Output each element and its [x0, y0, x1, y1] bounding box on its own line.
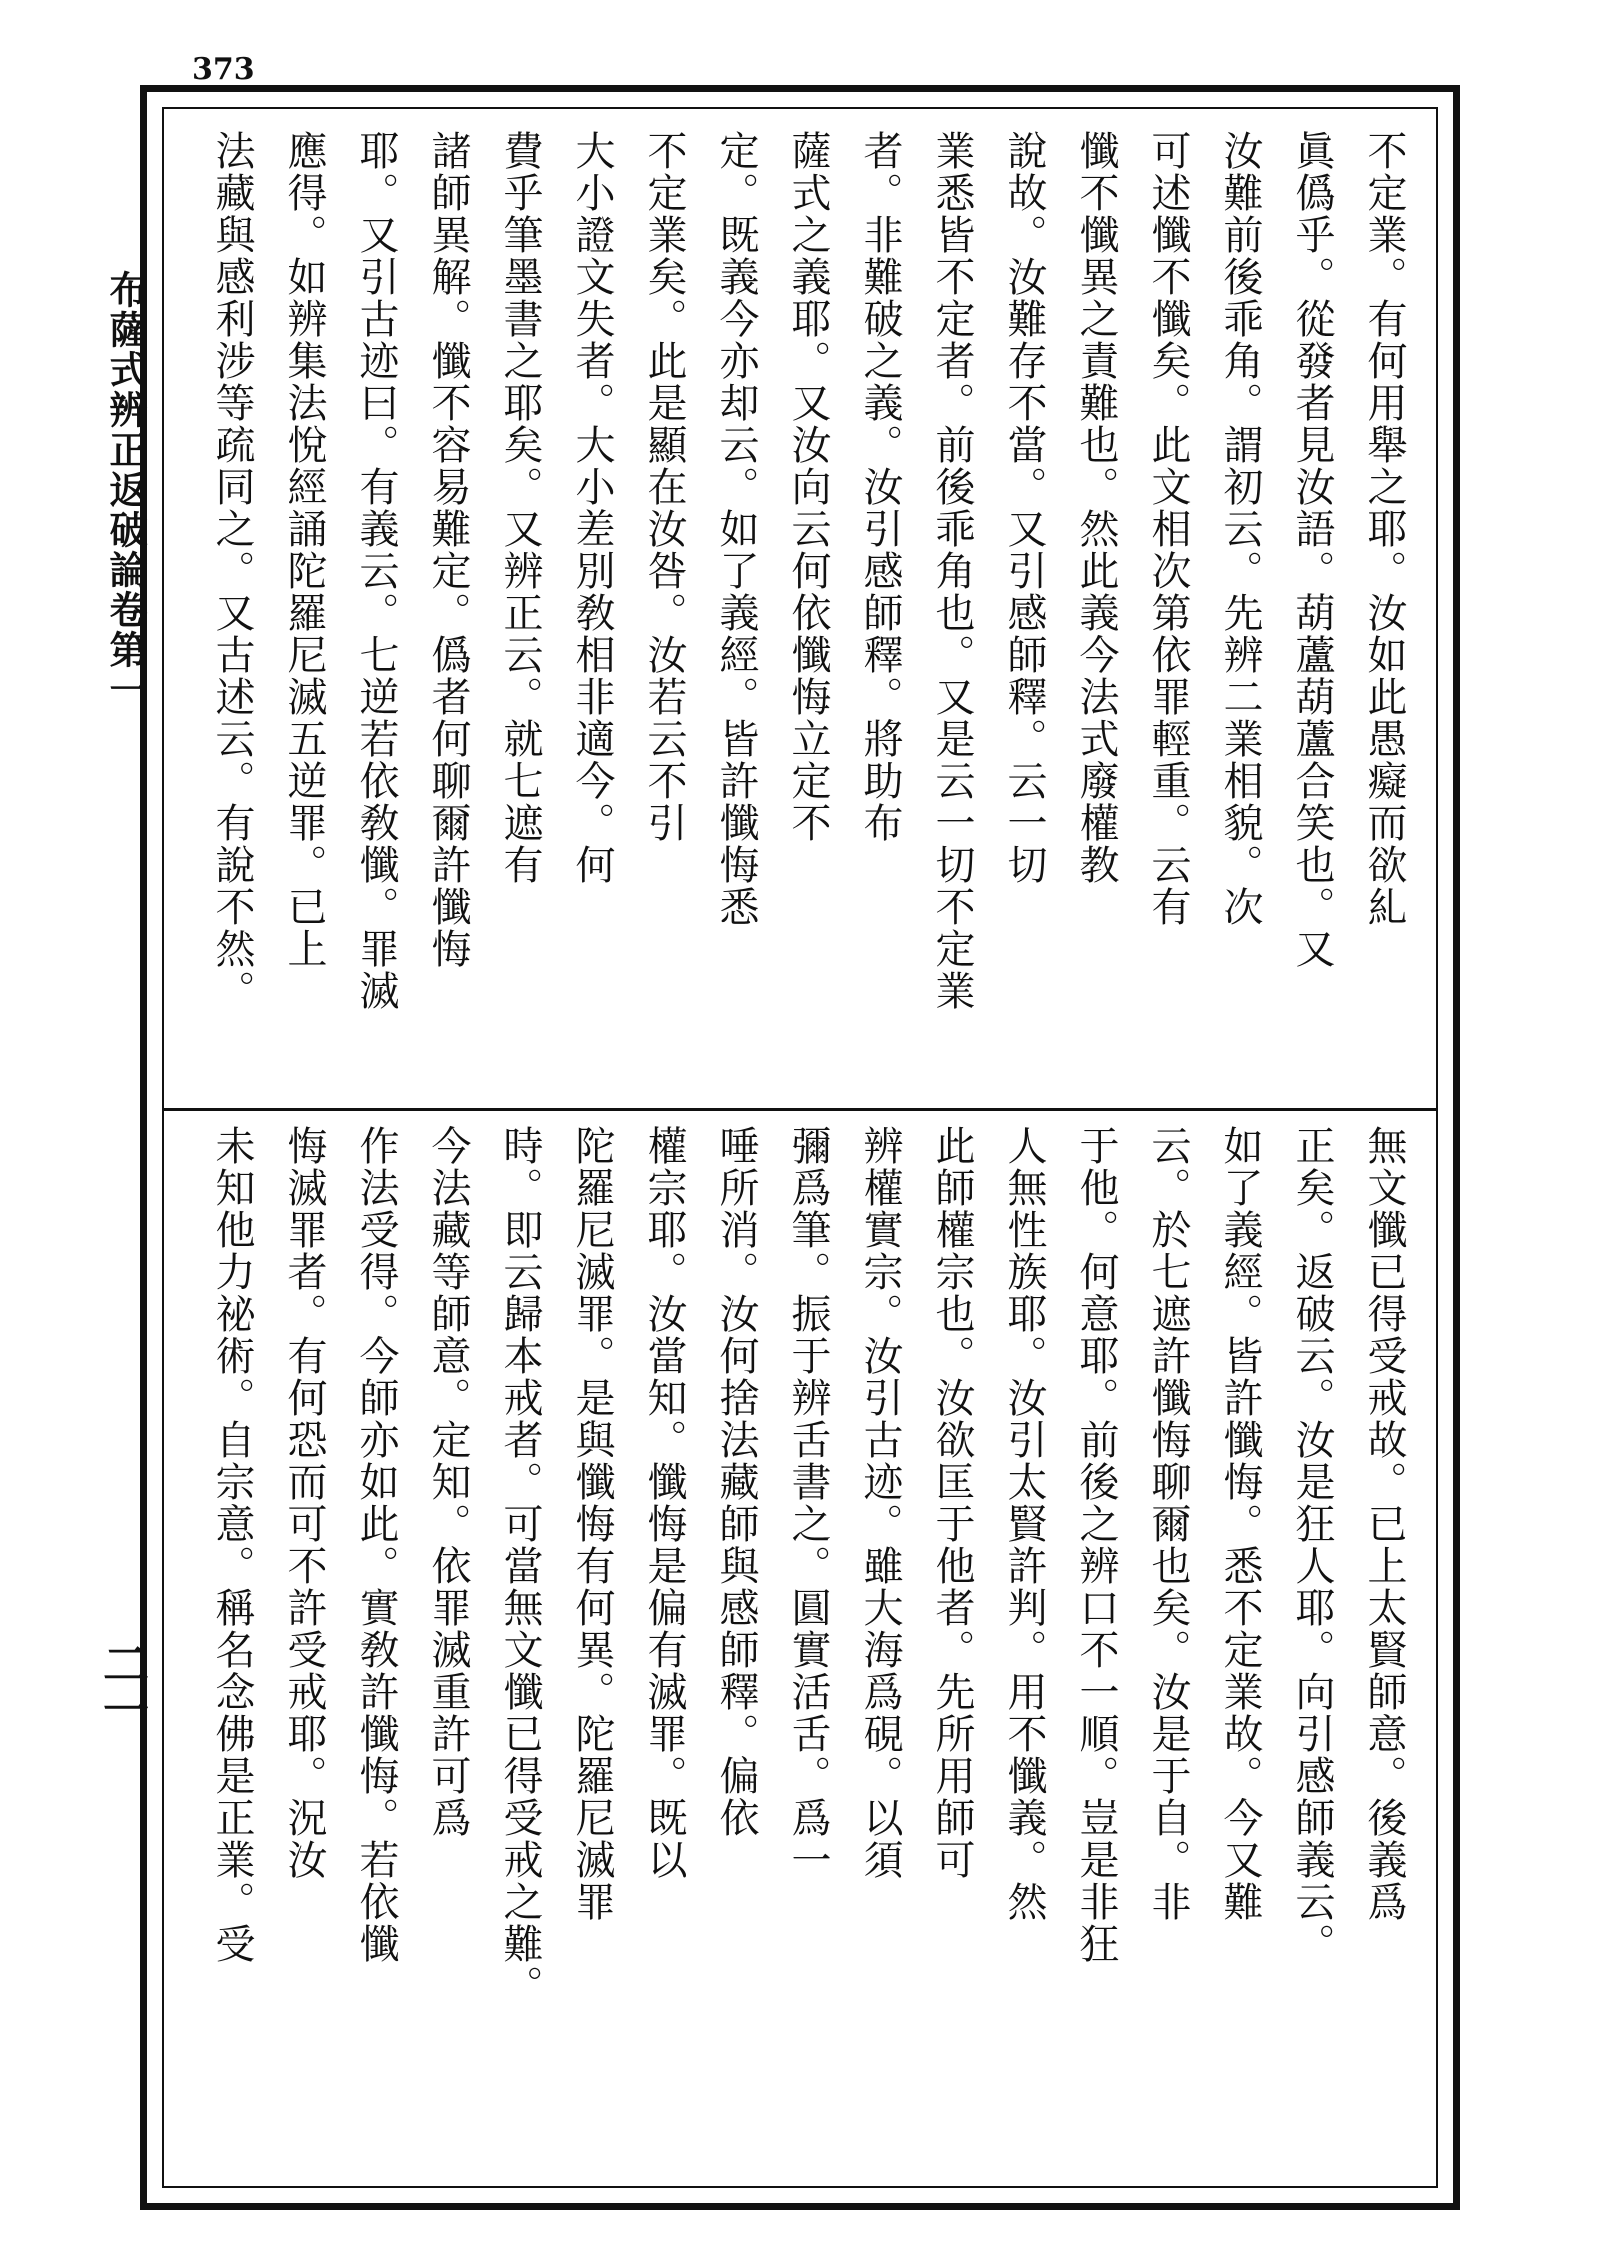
- text-column: 諸師異解。懺不容易難定。僞者何聊爾許懺悔: [425, 130, 471, 970]
- text-column: 如了義經。皆許懺悔。悉不定業故。今又難: [1217, 1125, 1263, 1923]
- text-column: 云。於七遮許懺悔聊爾也矣。汝是于自。非: [1145, 1125, 1191, 1923]
- text-column: 不定業矣。此是顯在汝咎。汝若云不引: [641, 130, 687, 844]
- text-column: 今法藏等師意。定知。依罪滅重許可爲: [425, 1125, 471, 1839]
- text-column: 不定業。有何用舉之耶。汝如此愚癡而欲糺: [1361, 130, 1407, 928]
- text-column: 彌爲筆。振于辨舌書之。圓實活舌。爲一: [785, 1125, 831, 1881]
- text-column: 者。非難破之義。汝引感師釋。將助布: [857, 130, 903, 844]
- text-column: 權宗耶。汝當知。懺悔是偏有滅罪。既以: [641, 1125, 687, 1881]
- folio-number: 二一: [96, 1640, 150, 1732]
- text-column: 時。即云歸本戒者。可當無文懺已得受戒之難。: [497, 1125, 543, 2007]
- text-column: 懺不懺異之責難也。然此義今法式廢權教: [1073, 130, 1119, 886]
- section-divider: [162, 1108, 1438, 1111]
- lower-text-block: [180, 1125, 1420, 2170]
- text-column: 辨權實宗。汝引古迹。雖大海爲硯。以須: [857, 1125, 903, 1881]
- text-column: 于他。何意耶。前後之辨口不一順。豈是非狂: [1073, 1125, 1119, 1965]
- text-column: 陀羅尼滅罪。是與懺悔有何異。陀羅尼滅罪: [569, 1125, 615, 1923]
- text-column: 業悉皆不定者。前後乖角也。又是云一切不定業: [929, 130, 975, 1012]
- text-column: 耶。又引古迹曰。有義云。七逆若依敎懺。罪滅: [353, 130, 399, 1012]
- text-column: 法藏與感利涉等疏同之。又古述云。有說不然。: [209, 130, 255, 1012]
- text-column: 此師權宗也。汝欲匡于他者。先所用師可: [929, 1125, 975, 1881]
- text-column: 應得。如辨集法悅經誦陀羅尼滅五逆罪。已上: [281, 130, 327, 970]
- text-column: 大小證文失者。大小差別敎相非適今。何: [569, 130, 615, 886]
- text-column: 說故。汝難存不當。又引感師釋。云一切: [1001, 130, 1047, 886]
- text-column: 可述懺不懺矣。此文相次第依罪輕重。云有: [1145, 130, 1191, 928]
- text-column: 悔滅罪者。有何恐而可不許受戒耶。況汝: [281, 1125, 327, 1881]
- text-column: 汝難前後乖角。謂初云。先辨二業相貌。次: [1217, 130, 1263, 928]
- text-column: 無文懺已得受戒故。已上太賢師意。後義爲: [1361, 1125, 1407, 1923]
- page-number: 373: [192, 52, 255, 87]
- text-column: 人無性族耶。汝引太賢許判。用不懺義。然: [1001, 1125, 1047, 1923]
- text-column: 作法受得。今師亦如此。實敎許懺悔。若依懺: [353, 1125, 399, 1965]
- upper-text-block: [180, 130, 1420, 1090]
- text-column: 定。既義今亦却云。如了義經。皆許懺悔悉: [713, 130, 759, 928]
- text-column: 唾所消。汝何捨法藏師與感師釋。偏依: [713, 1125, 759, 1839]
- text-column: 未知他力祕術。自宗意。稱名念佛是正業。受: [209, 1125, 255, 1965]
- text-column: 眞僞乎。從發者見汝語。葫蘆葫蘆合笑也。又: [1289, 130, 1335, 970]
- text-column: 正矣。返破云。汝是狂人耶。向引感師義云。: [1289, 1125, 1335, 1965]
- folio-title: 布薩式辨正返破論卷第一: [103, 270, 148, 710]
- text-column: 費乎筆墨書之耶矣。又辨正云。就七遮有: [497, 130, 543, 886]
- text-column: 薩式之義耶。又汝向云何依懺悔立定不: [785, 130, 831, 844]
